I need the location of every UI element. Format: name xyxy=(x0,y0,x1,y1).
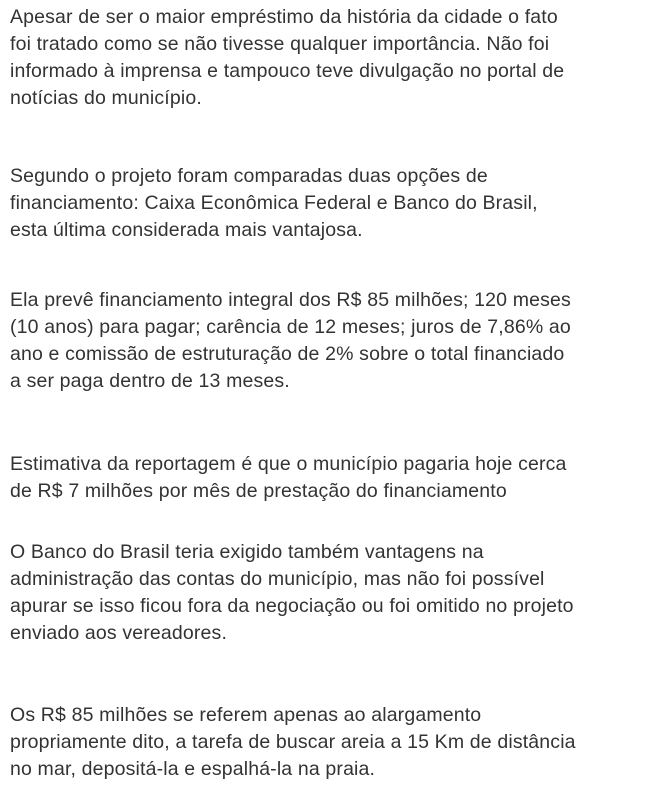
paragraph-line: Estimativa da reportagem é que o município pagaria hoje cerca xyxy=(10,453,567,475)
paragraph-line: de R$ 7 milhões por mês de prestação do financiamento xyxy=(10,480,507,502)
paragraph-line: ano e comissão de estruturação de 2% sobre o total financiado xyxy=(10,343,565,365)
paragraph-line: financiamento: Caixa Econômica Federal e Banco do Brasil, xyxy=(10,192,538,214)
paragraph-line: foi tratado como se não tivesse qualquer importância. Não foi xyxy=(10,33,550,55)
paragraph-loan-history xyxy=(10,4,670,112)
paragraph-monthly-estimate xyxy=(10,451,670,505)
paragraph-line: esta última considerada mais vantajosa. xyxy=(10,219,363,241)
paragraph-line: Ela prevê financiamento integral dos R$ 85 milhões; 120 meses xyxy=(10,289,571,311)
paragraph-line: propriamente dito, a tarefa de buscar areia a 15 Km de distância xyxy=(10,731,576,753)
paragraph-line: (10 anos) para pagar; carência de 12 meses; juros de 7,86% ao xyxy=(10,316,571,338)
paragraph-line: Segundo o projeto foram comparadas duas opções de xyxy=(10,165,488,187)
paragraph-line: administração das contas do município, mas não foi possível xyxy=(10,568,545,590)
paragraph-bank-demands xyxy=(10,539,670,647)
paragraph-financing-terms xyxy=(10,287,670,395)
paragraph-line: no mar, depositá-la e espalhá-la na praia. xyxy=(10,758,376,780)
paragraph-line: notícias do município. xyxy=(10,87,202,109)
paragraph-line: O Banco do Brasil teria exigido também vantagens na xyxy=(10,541,484,563)
paragraph-scope xyxy=(10,702,670,783)
paragraph-line: informado à imprensa e tampouco teve divulgação no portal de xyxy=(10,60,565,82)
paragraph-financing-options xyxy=(10,163,670,244)
paragraph-line: enviado aos vereadores. xyxy=(10,622,228,644)
paragraph-line: a ser paga dentro de 13 meses. xyxy=(10,370,290,392)
paragraph-line: apurar se isso ficou fora da negociação ou foi omitido no projeto xyxy=(10,595,574,617)
paragraph-line: Apesar de ser o maior empréstimo da história da cidade o fato xyxy=(10,6,558,28)
paragraph-line: Os R$ 85 milhões se referem apenas ao alargamento xyxy=(10,704,482,726)
